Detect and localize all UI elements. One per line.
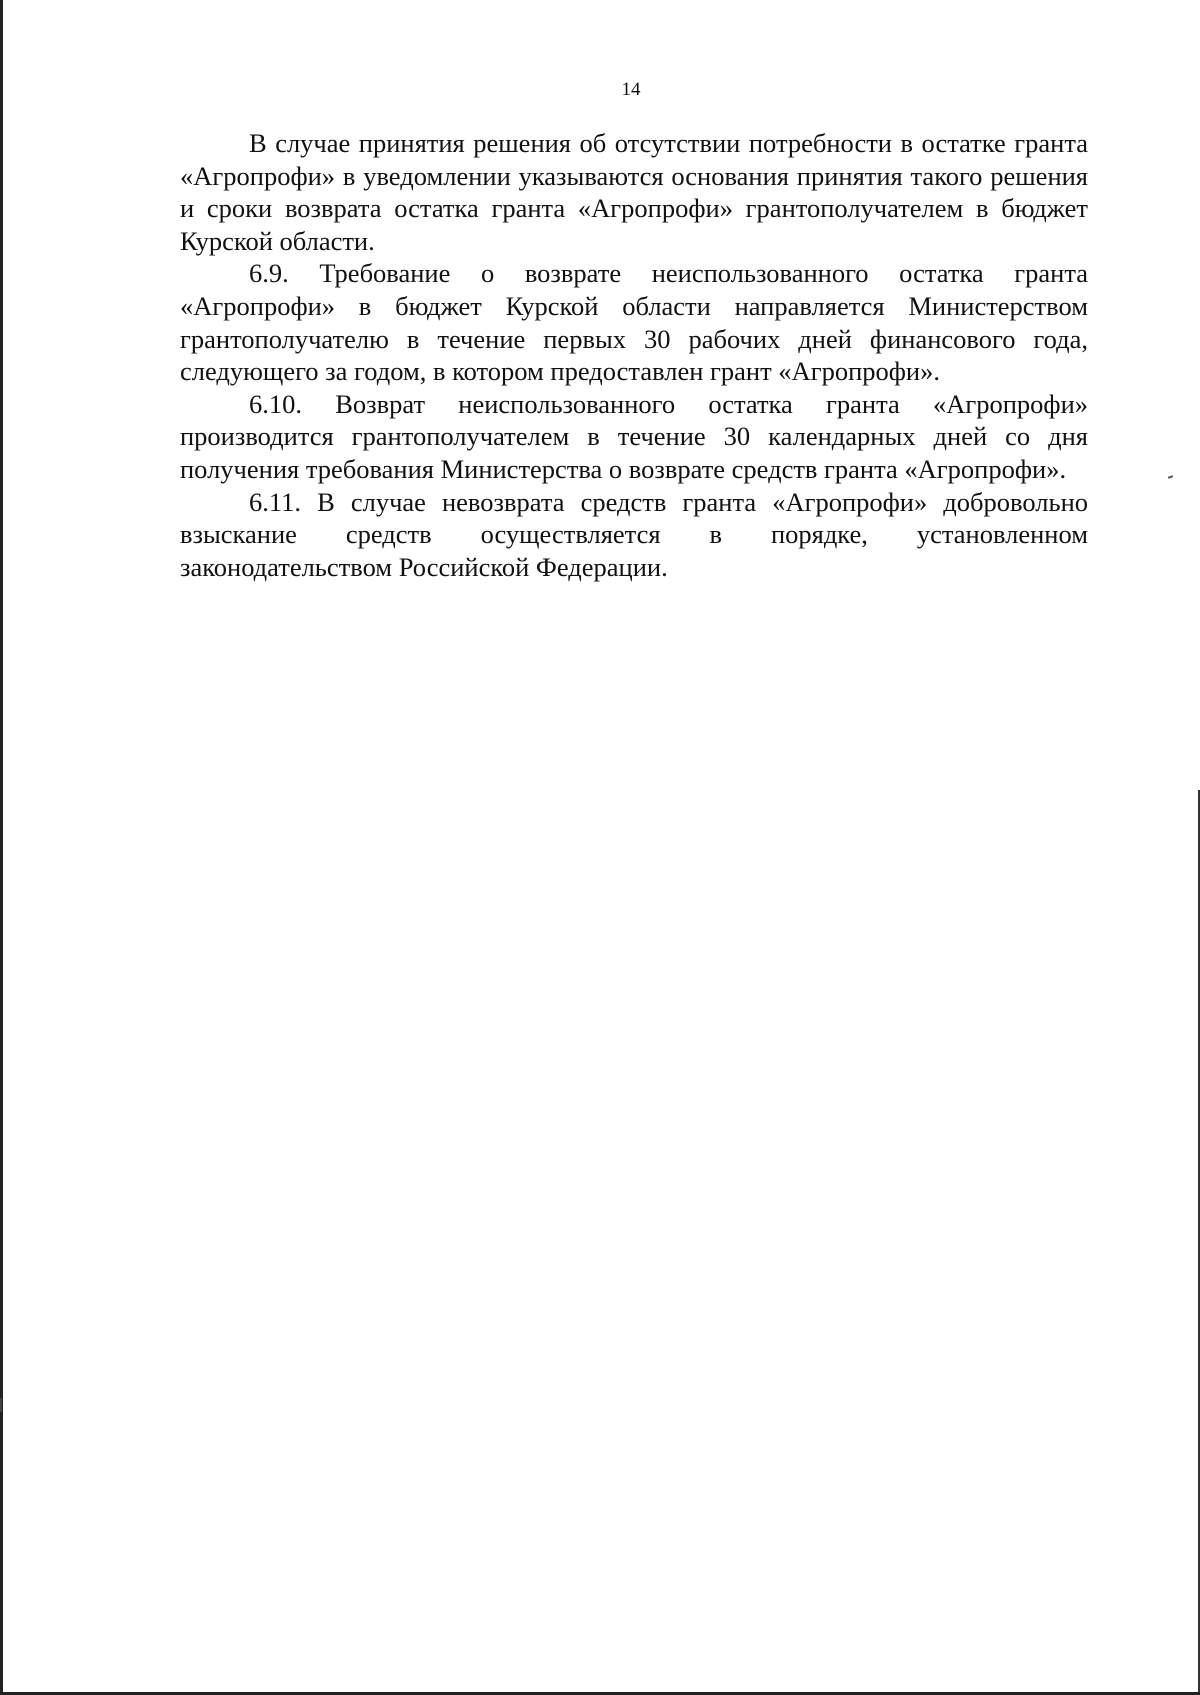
paragraph-6-10: 6.10. Возврат неиспользованного остатка гранта «Агропрофи» производится грантополучателем в течение 30 календарных дней со дня получения требования Министерства о возврате средств гранта «Агропрофи». [180,388,1088,484]
scan-artifact-speck [1168,475,1173,479]
paragraph-6-11: 6.11. В случае невозврата средств гранта «Агропрофи» добровольно взыскание средств осуществляется в порядке, установленном законодательством Российской Федерации. [180,486,1088,582]
paragraph-remainder-notice: В случае принятия решения об отсутствии потребности в остатке гранта «Агропрофи» в уведомлении указываются основания принятия такого решения и сроки возврата остатка гранта «Агропрофи» грантополучателем в бюджет Курской области. [180,128,1088,256]
paragraph-6-9: 6.9. Требование о возврате неиспользованного остатка гранта «Агропрофи» в бюджет Курской области направляется Министерством грантополучателю в течение первых 30 рабочих дней финансового года, следующего за годом, в котором предоставлен грант «Агропрофи». [180,258,1088,387]
page-number: 14 [621,79,641,100]
scan-edge-left [0,0,3,1695]
document-body [180,127,1088,583]
scan-artifact-mark [0,1398,2,1412]
